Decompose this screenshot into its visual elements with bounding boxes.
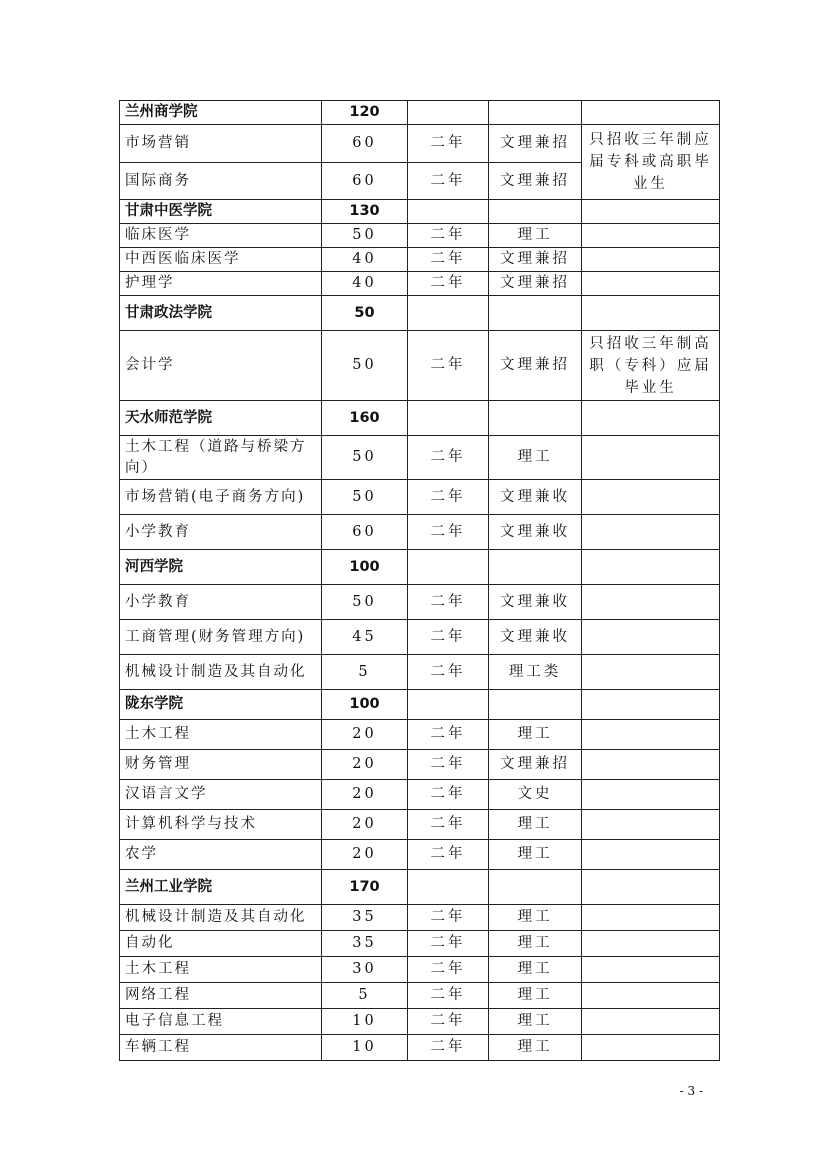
major-quota: 60 <box>322 515 408 550</box>
study-years: 二年 <box>408 780 489 810</box>
major-quota: 20 <box>322 780 408 810</box>
school-quota: 130 <box>322 200 408 224</box>
enrollment-type: 理工 <box>489 720 582 750</box>
major-name: 土木工程（道路与桥梁方向） <box>120 436 322 480</box>
years-cell <box>408 870 489 905</box>
enrollment-type: 理工 <box>489 983 582 1009</box>
note-cell <box>582 550 720 585</box>
enrollment-table-body <box>120 101 720 1061</box>
major-name: 国际商务 <box>120 163 322 200</box>
study-years: 二年 <box>408 750 489 780</box>
major-row <box>120 125 720 163</box>
note-cell <box>582 200 720 224</box>
study-years: 二年 <box>408 585 489 620</box>
enrollment-type: 文理兼收 <box>489 515 582 550</box>
enrollment-type: 理工 <box>489 957 582 983</box>
type-cell <box>489 200 582 224</box>
school-row <box>120 101 720 125</box>
major-name: 车辆工程 <box>120 1035 322 1061</box>
years-cell <box>408 690 489 720</box>
study-years: 二年 <box>408 436 489 480</box>
study-years: 二年 <box>408 331 489 401</box>
remarks <box>582 436 720 480</box>
school-row <box>120 296 720 331</box>
major-row <box>120 905 720 931</box>
major-row <box>120 436 720 480</box>
major-row <box>120 1035 720 1061</box>
major-name: 土木工程 <box>120 957 322 983</box>
remarks <box>582 655 720 690</box>
major-row <box>120 620 720 655</box>
note-cell <box>582 870 720 905</box>
remarks <box>582 620 720 655</box>
remarks <box>582 224 720 248</box>
enrollment-type: 文理兼收 <box>489 620 582 655</box>
note-cell <box>582 690 720 720</box>
school-name: 甘肃政法学院 <box>120 296 322 331</box>
enrollment-type: 文理兼招 <box>489 125 582 163</box>
major-name: 临床医学 <box>120 224 322 248</box>
school-quota: 160 <box>322 401 408 436</box>
major-quota: 60 <box>322 163 408 200</box>
major-row <box>120 480 720 515</box>
study-years: 二年 <box>408 810 489 840</box>
enrollment-type: 理工 <box>489 810 582 840</box>
major-name: 会计学 <box>120 331 322 401</box>
major-row <box>120 720 720 750</box>
years-cell <box>408 296 489 331</box>
major-row <box>120 515 720 550</box>
major-row <box>120 248 720 272</box>
school-row <box>120 870 720 905</box>
major-quota: 45 <box>322 620 408 655</box>
major-row <box>120 331 720 401</box>
major-row <box>120 750 720 780</box>
school-quota: 100 <box>322 550 408 585</box>
major-name: 市场营销 <box>120 125 322 163</box>
enrollment-type: 文理兼收 <box>489 585 582 620</box>
study-years: 二年 <box>408 840 489 870</box>
enrollment-type: 理工 <box>489 931 582 957</box>
note-cell <box>582 401 720 436</box>
major-quota: 20 <box>322 750 408 780</box>
major-name: 农学 <box>120 840 322 870</box>
school-quota: 100 <box>322 690 408 720</box>
remarks <box>582 480 720 515</box>
years-cell <box>408 101 489 125</box>
school-name: 陇东学院 <box>120 690 322 720</box>
major-name: 中西医临床医学 <box>120 248 322 272</box>
school-quota: 120 <box>322 101 408 125</box>
remarks <box>582 1035 720 1061</box>
major-row <box>120 272 720 296</box>
school-row <box>120 690 720 720</box>
remarks <box>582 983 720 1009</box>
major-name: 护理学 <box>120 272 322 296</box>
enrollment-type: 文理兼招 <box>489 163 582 200</box>
remarks: 只招收三年制应届专科或高职毕业生 <box>582 125 720 200</box>
school-row <box>120 401 720 436</box>
enrollment-type: 文理兼招 <box>489 750 582 780</box>
school-row <box>120 200 720 224</box>
study-years: 二年 <box>408 905 489 931</box>
major-name: 自动化 <box>120 931 322 957</box>
remarks <box>582 957 720 983</box>
enrollment-type: 理工类 <box>489 655 582 690</box>
major-quota: 50 <box>322 331 408 401</box>
note-cell <box>582 296 720 331</box>
study-years: 二年 <box>408 1009 489 1035</box>
major-name: 电子信息工程 <box>120 1009 322 1035</box>
major-row <box>120 983 720 1009</box>
study-years: 二年 <box>408 224 489 248</box>
note-cell <box>582 101 720 125</box>
major-quota: 40 <box>322 248 408 272</box>
enrollment-type: 文理兼收 <box>489 480 582 515</box>
major-quota: 20 <box>322 840 408 870</box>
type-cell <box>489 870 582 905</box>
major-quota: 50 <box>322 585 408 620</box>
remarks <box>582 272 720 296</box>
enrollment-type: 理工 <box>489 436 582 480</box>
study-years: 二年 <box>408 620 489 655</box>
enrollment-type: 文理兼招 <box>489 248 582 272</box>
remarks <box>582 931 720 957</box>
school-quota: 170 <box>322 870 408 905</box>
enrollment-type: 文史 <box>489 780 582 810</box>
major-quota: 60 <box>322 125 408 163</box>
major-quota: 35 <box>322 931 408 957</box>
major-quota: 35 <box>322 905 408 931</box>
major-row <box>120 1009 720 1035</box>
enrollment-type: 理工 <box>489 224 582 248</box>
major-name: 工商管理(财务管理方向) <box>120 620 322 655</box>
major-quota: 20 <box>322 810 408 840</box>
enrollment-type: 理工 <box>489 1035 582 1061</box>
major-row <box>120 585 720 620</box>
study-years: 二年 <box>408 163 489 200</box>
study-years: 二年 <box>408 957 489 983</box>
major-name: 计算机科学与技术 <box>120 810 322 840</box>
enrollment-type: 理工 <box>489 1009 582 1035</box>
years-cell <box>408 401 489 436</box>
school-name: 天水师范学院 <box>120 401 322 436</box>
enrollment-type: 文理兼招 <box>489 331 582 401</box>
major-quota: 10 <box>322 1009 408 1035</box>
enrollment-type: 文理兼招 <box>489 272 582 296</box>
remarks: 只招收三年制高职（专科）应届毕业生 <box>582 331 720 401</box>
major-quota: 50 <box>322 480 408 515</box>
school-name: 兰州商学院 <box>120 101 322 125</box>
major-name: 小学教育 <box>120 515 322 550</box>
study-years: 二年 <box>408 655 489 690</box>
major-row <box>120 810 720 840</box>
major-row <box>120 224 720 248</box>
enrollment-type: 理工 <box>489 905 582 931</box>
remarks <box>582 515 720 550</box>
school-quota: 50 <box>322 296 408 331</box>
major-name: 小学教育 <box>120 585 322 620</box>
study-years: 二年 <box>408 515 489 550</box>
major-quota: 20 <box>322 720 408 750</box>
school-name: 河西学院 <box>120 550 322 585</box>
remarks <box>582 720 720 750</box>
study-years: 二年 <box>408 931 489 957</box>
major-quota: 30 <box>322 957 408 983</box>
remarks <box>582 750 720 780</box>
major-quota: 5 <box>322 983 408 1009</box>
major-row <box>120 780 720 810</box>
type-cell <box>489 690 582 720</box>
study-years: 二年 <box>408 272 489 296</box>
study-years: 二年 <box>408 248 489 272</box>
major-row <box>120 655 720 690</box>
type-cell <box>489 101 582 125</box>
major-name: 机械设计制造及其自动化 <box>120 655 322 690</box>
study-years: 二年 <box>408 125 489 163</box>
type-cell <box>489 296 582 331</box>
study-years: 二年 <box>408 983 489 1009</box>
study-years: 二年 <box>408 720 489 750</box>
remarks <box>582 780 720 810</box>
page-number: - 3 - <box>679 1084 703 1098</box>
remarks <box>582 840 720 870</box>
remarks <box>582 905 720 931</box>
major-name: 土木工程 <box>120 720 322 750</box>
study-years: 二年 <box>408 480 489 515</box>
enrollment-type: 理工 <box>489 840 582 870</box>
major-row <box>120 840 720 870</box>
enrollment-table <box>119 100 720 1061</box>
remarks <box>582 1009 720 1035</box>
school-name: 兰州工业学院 <box>120 870 322 905</box>
major-name: 汉语言文学 <box>120 780 322 810</box>
major-quota: 40 <box>322 272 408 296</box>
remarks <box>582 585 720 620</box>
remarks <box>582 810 720 840</box>
major-row <box>120 931 720 957</box>
school-name: 甘肃中医学院 <box>120 200 322 224</box>
major-name: 财务管理 <box>120 750 322 780</box>
major-name: 市场营销(电子商务方向) <box>120 480 322 515</box>
years-cell <box>408 200 489 224</box>
years-cell <box>408 550 489 585</box>
type-cell <box>489 550 582 585</box>
major-quota: 50 <box>322 224 408 248</box>
school-row <box>120 550 720 585</box>
major-quota: 5 <box>322 655 408 690</box>
remarks <box>582 248 720 272</box>
study-years: 二年 <box>408 1035 489 1061</box>
major-row <box>120 957 720 983</box>
major-name: 机械设计制造及其自动化 <box>120 905 322 931</box>
major-quota: 50 <box>322 436 408 480</box>
major-quota: 10 <box>322 1035 408 1061</box>
type-cell <box>489 401 582 436</box>
major-name: 网络工程 <box>120 983 322 1009</box>
